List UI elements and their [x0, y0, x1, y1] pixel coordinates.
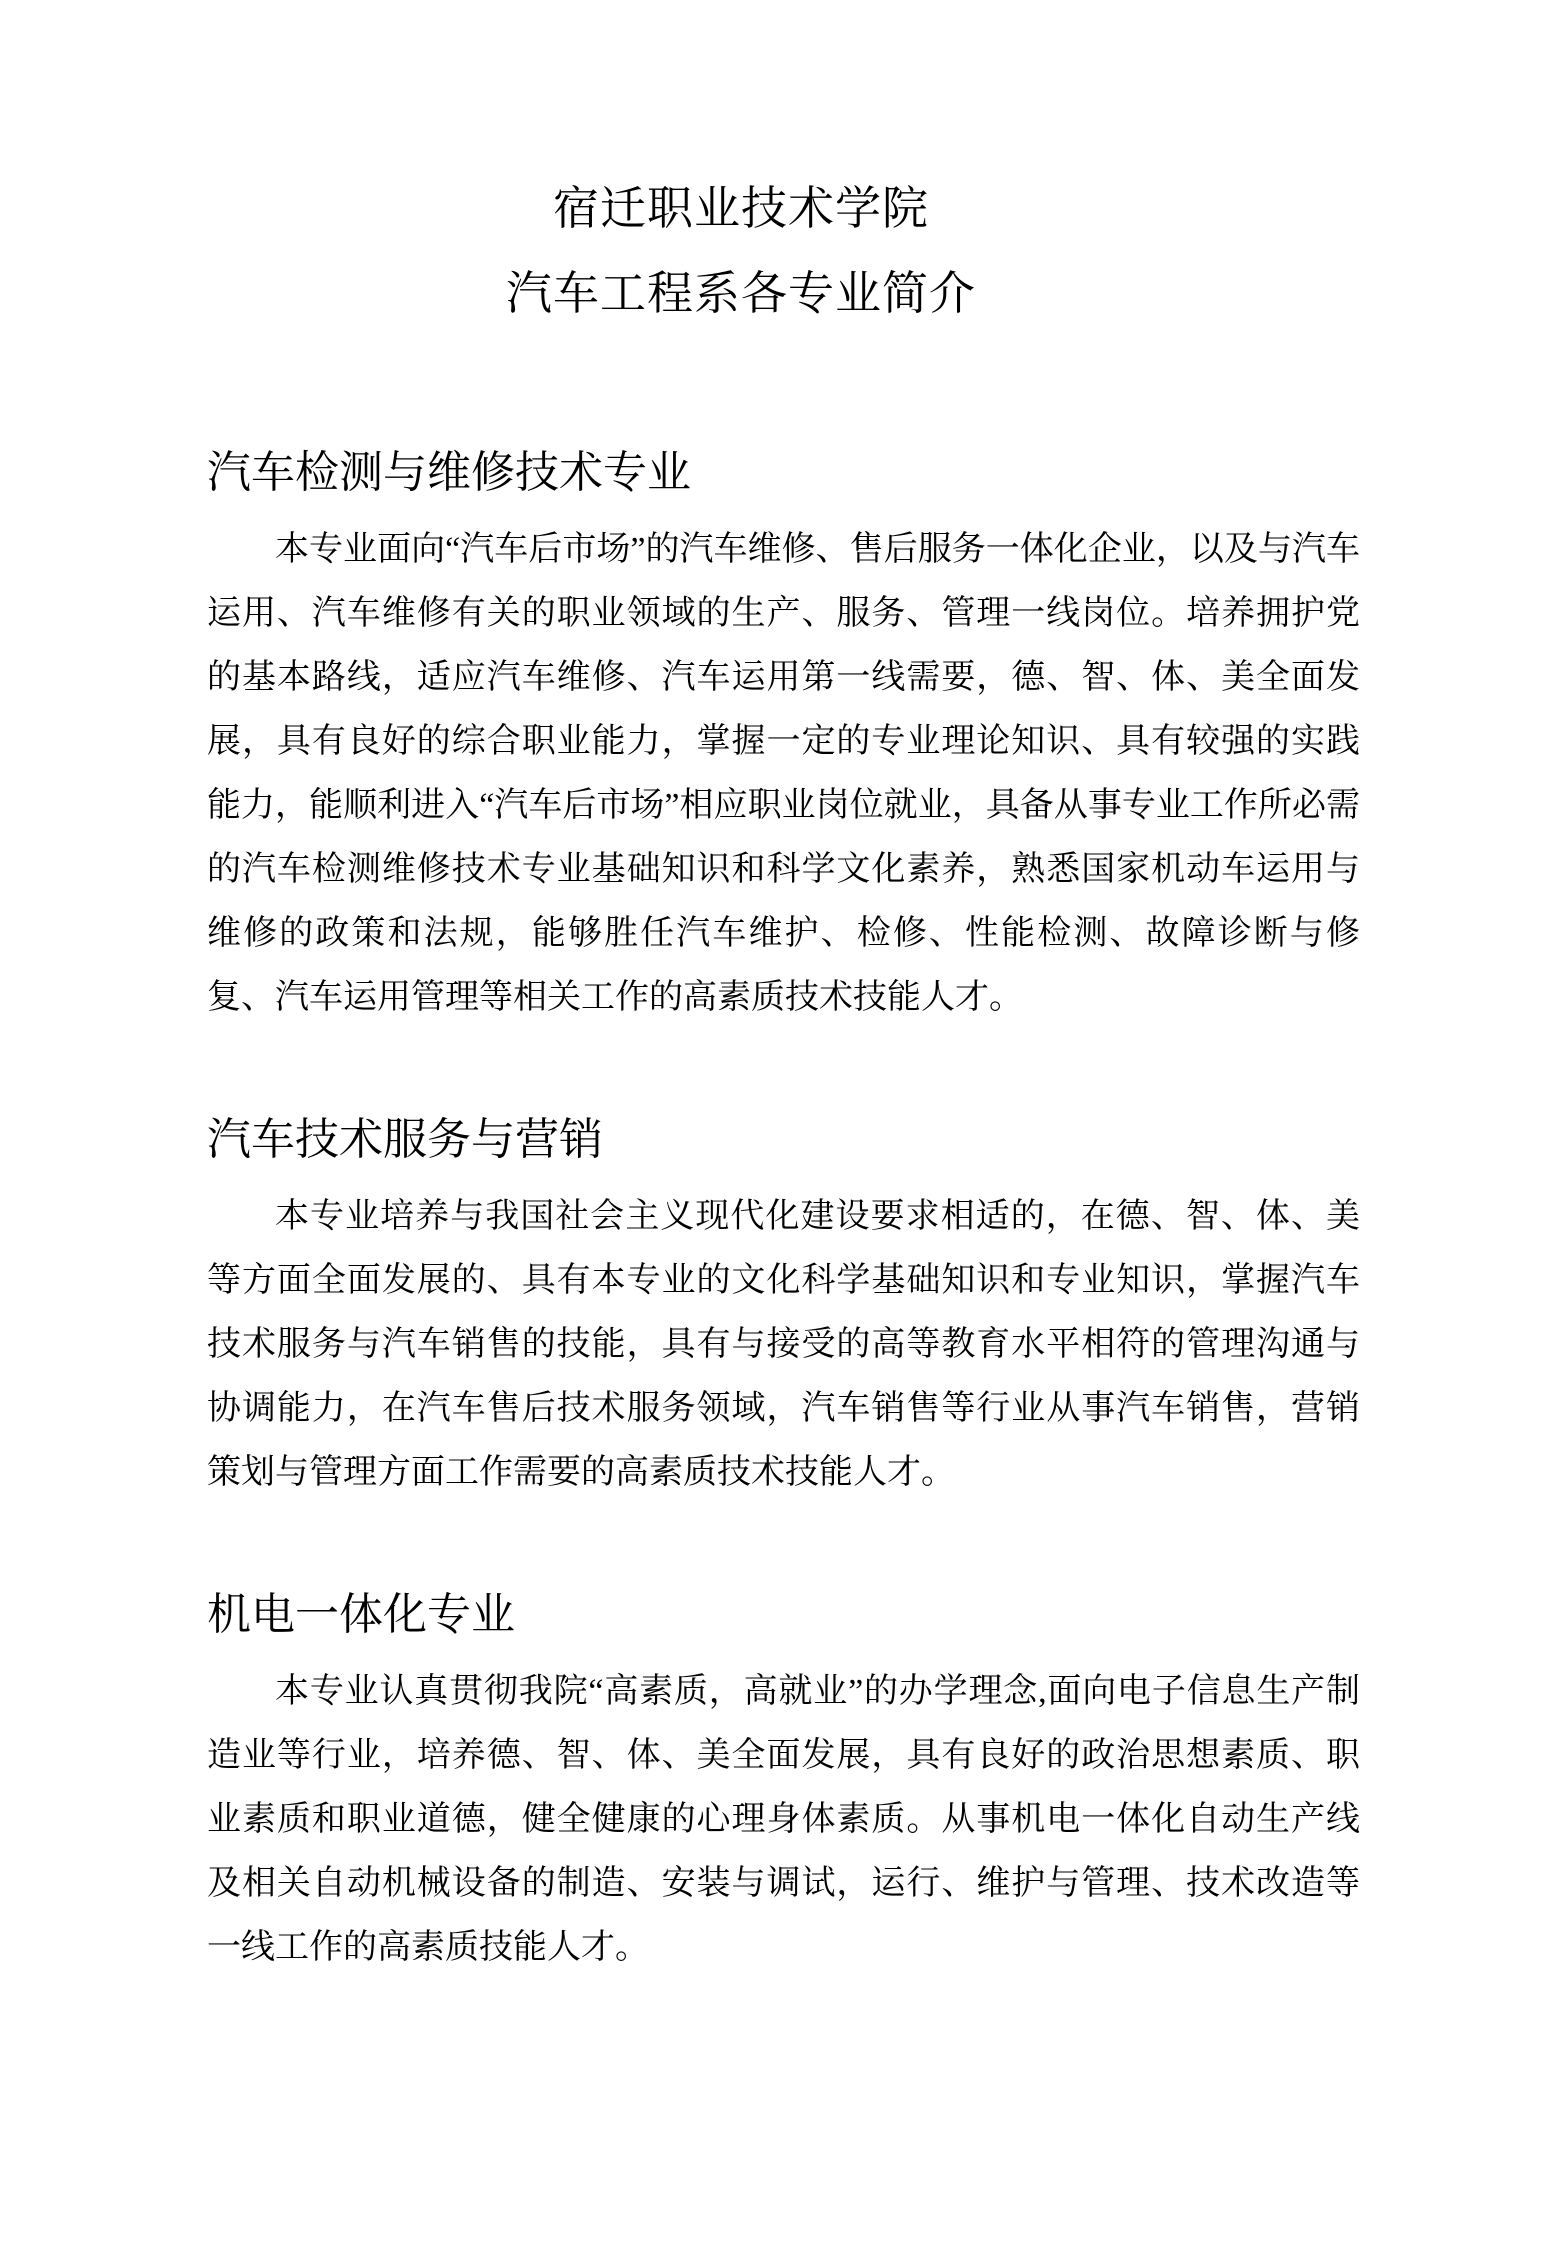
section-mechatronics [207, 1590, 1360, 1980]
section-body-auto-service-and-marketing: 本专业培养与我国社会主义现代化建设要求相适的，在德、智、体、美等方面全面发展的、具有本专业的文化科学基础知识和专业知识，掌握汽车技术服务与汽车销售的技能，具有与接受的高等教育水平相符的管理沟通与协调能力，在汽车售后技术服务领域，汽车销售等行业从事汽车销售，营销策划与管理方面工作需要的高素质技术技能人才。 [207, 1198, 1360, 1491]
section-auto-inspection-and-repair [207, 448, 1360, 1030]
section-heading-auto-inspection-and-repair: 汽车检测与维修技术专业 [207, 448, 691, 497]
section-heading-auto-service-and-marketing: 汽车技术服务与营销 [207, 1115, 603, 1164]
section-body-mechatronics: 本专业认真贯彻我院“高素质，高就业”的办学理念,面向电子信息生产制造业等行业，培养德、智、体、美全面发展，具有良好的政治思想素质、职业素质和职业道德，健全健康的心理身体素质。从事机电一体化自动生产线及相关自动机械设备的制造、安装与调试，运行、维护与管理、技术改造等一线工作的高素质技能人才。 [207, 1673, 1360, 1966]
section-auto-service-and-marketing [207, 1115, 1360, 1505]
section-heading-mechatronics: 机电一体化专业 [207, 1590, 515, 1639]
document-title-line-1: 宿迁职业技术学院 [553, 183, 929, 234]
document-title [207, 166, 1360, 336]
document-title-line-2: 汽车工程系各专业简介 [506, 268, 976, 319]
section-body-auto-inspection-and-repair: 本专业面向“汽车后市场”的汽车维修、售后服务一体化企业，以及与汽车运用、汽车维修有关的职业领域的生产、服务、管理一线岗位。培养拥护党的基本路线，适应汽车维修、汽车运用第一线需要，德、智、体、美全面发展，具有良好的综合职业能力，掌握一定的专业理论知识、具有较强的实践能力，能顺利进入“汽车后市场”相应职业岗位就业，具备从事专业工作所必需的汽车检测维修技术专业基础知识和科学文化素养，熟悉国家机动车运用与维修的政策和法规，能够胜任汽车维护、检修、性能检测、故障诊断与修复、汽车运用管理等相关工作的高素质技术技能人才。 [207, 531, 1360, 1016]
